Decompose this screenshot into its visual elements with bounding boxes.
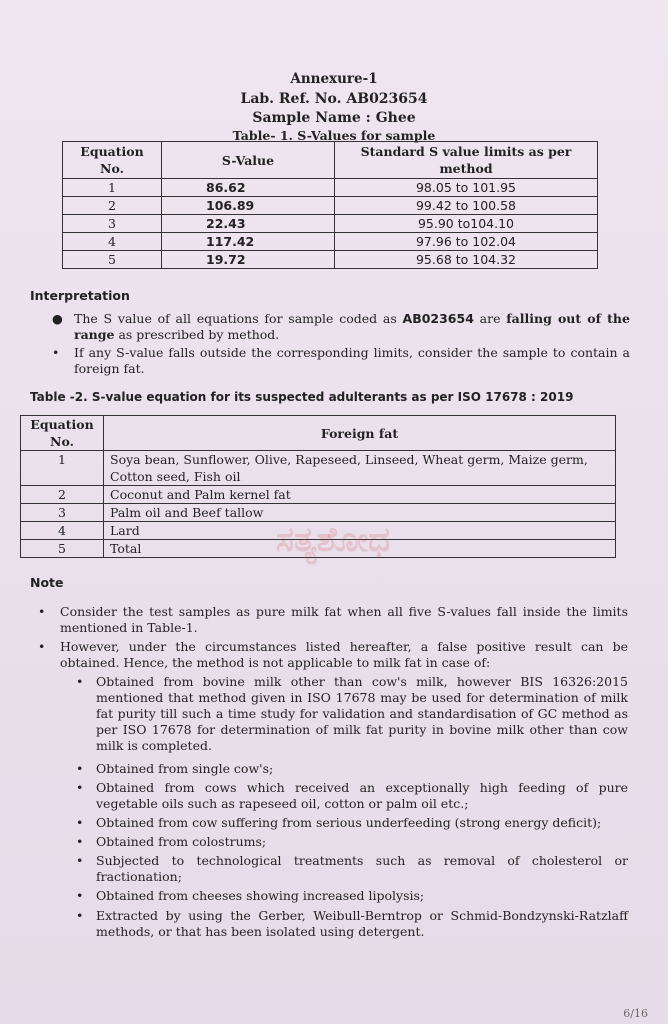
cell: 3: [21, 504, 104, 522]
col-header: Equation No.: [21, 416, 104, 451]
cell: 106.89: [162, 197, 335, 215]
cell: 19.72: [162, 251, 335, 269]
col-header: Standard S value limits as per method: [335, 142, 598, 179]
cell: 4: [21, 522, 104, 540]
bullet-dot: •: [38, 604, 46, 619]
bullet-dot: •: [76, 834, 84, 849]
bullet-dot: •: [52, 345, 60, 360]
cell: Soya bean, Sunflower, Olive, Rapeseed, Linseed, Wheat germ, Maize germ, Cotton seed, Fish oil: [104, 451, 616, 486]
note-sub-7: Obtained from cheeses showing increased lipolysis;: [96, 888, 425, 903]
cell: 5: [63, 251, 162, 269]
cell: 98.05 to 101.95: [335, 179, 598, 197]
note-sub-3: Obtained from cows which received an exceptionally high feeding of pure vegetable oils such as rapeseed oil, cotton or palm oil etc.;: [96, 780, 628, 811]
cell: 2: [21, 486, 104, 504]
emphasis-text: falling out of the range: [74, 311, 630, 342]
cell: Coconut and Palm kernel fat: [104, 486, 616, 504]
cell: 2: [63, 197, 162, 215]
table-row: [63, 179, 598, 197]
table-header-row: [21, 416, 616, 451]
table-row: [63, 197, 598, 215]
bullet-dot: •: [76, 780, 84, 795]
bullet-dot: •: [76, 888, 84, 903]
text-span: are: [473, 311, 507, 326]
bullet-dot: •: [76, 853, 84, 868]
cell: 1: [63, 179, 162, 197]
cell: 95.68 to 104.32: [335, 251, 598, 269]
cell: 4: [63, 233, 162, 251]
cell: 99.42 to 100.58: [335, 197, 598, 215]
bullet-dot: •: [38, 639, 46, 654]
interpretation-title: Interpretation: [30, 288, 130, 303]
bullet-dot: •: [76, 674, 84, 689]
note-sub-1: Obtained from bovine milk other than cow's milk, however BIS 16326:2015 mentioned that method given in ISO 17678 may be used for determination of milk fat purity till such a time study for validation and standardisation of GC method as per ISO 17678 for determination of milk fat purity in bovine milk other than cow milk is completed.: [96, 674, 628, 753]
col-header: S-Value: [162, 142, 335, 179]
table-row: [21, 451, 616, 486]
note-sub-6: Subjected to technological treatments such as removal of cholesterol or fractionation;: [96, 853, 628, 884]
cell: 3: [63, 215, 162, 233]
cell: Palm oil and Beef tallow: [104, 504, 616, 522]
col-header: Equation No.: [63, 142, 162, 179]
interpretation-bullet-1: [74, 311, 630, 343]
table-row: [63, 233, 598, 251]
note-sub-2: Obtained from single cow's;: [96, 761, 274, 776]
bullet-dot: •: [76, 908, 84, 923]
cell: 95.90 to104.10: [335, 215, 598, 233]
table1-title: Table- 1. S-Values for sample: [232, 128, 436, 143]
note-bullet-2: However, under the circumstances listed hereafter, a false positive result can be obtained. Hence, the method is not applicable to milk fat in case of:: [60, 639, 628, 670]
annexure-heading: Annexure-1: [290, 71, 378, 87]
s-values-table: [62, 141, 598, 269]
table-row: [21, 504, 616, 522]
note-sub-4: Obtained from cow suffering from serious underfeeding (strong energy deficit);: [96, 815, 602, 830]
note-sub-8: Extracted by using the Gerber, Weibull-Berntrop or Schmid-Bondzynski-Ratzlaff methods, or that has been isolated using detergent.: [96, 908, 628, 939]
cell: Total: [104, 540, 616, 558]
cell: 22.43: [162, 215, 335, 233]
sample-name-heading: Sample Name : Ghee: [252, 110, 416, 126]
bullet-dot: ●: [52, 311, 63, 326]
text-span: The S value of all equations for sample coded as: [74, 311, 403, 326]
cell: 97.96 to 102.04: [335, 233, 598, 251]
table-row: [63, 215, 598, 233]
sample-code: AB023654: [402, 311, 474, 326]
cell: 117.42: [162, 233, 335, 251]
note-sub-5: Obtained from colostrums;: [96, 834, 267, 849]
lab-ref-heading: Lab. Ref. No. AB023654: [240, 91, 428, 107]
table-row: [21, 486, 616, 504]
interpretation-bullet-2: If any S-value falls outside the corresponding limits, consider the sample to contain a foreign fat.: [74, 345, 630, 376]
text-span: as prescribed by method.: [114, 327, 280, 342]
watermark-logo: ಸತ್ಯಶೋಧ: [275, 520, 391, 560]
page-number: 6/16: [623, 1007, 648, 1020]
cell: 86.62: [162, 179, 335, 197]
table-row: [63, 251, 598, 269]
cell: 5: [21, 540, 104, 558]
cell: 1: [21, 451, 104, 486]
table2-title: Table -2. S-value equation for its suspected adulterants as per ISO 17678 : 2019: [30, 390, 574, 404]
bullet-dot: •: [76, 761, 84, 776]
note-title: Note: [30, 575, 64, 590]
cell: Lard: [104, 522, 616, 540]
table-header-row: [63, 142, 598, 179]
note-bullet-1: Consider the test samples as pure milk fat when all five S-values fall inside the limits mentioned in Table-1.: [60, 604, 628, 635]
col-header: Foreign fat: [104, 416, 616, 451]
bullet-dot: •: [76, 815, 84, 830]
